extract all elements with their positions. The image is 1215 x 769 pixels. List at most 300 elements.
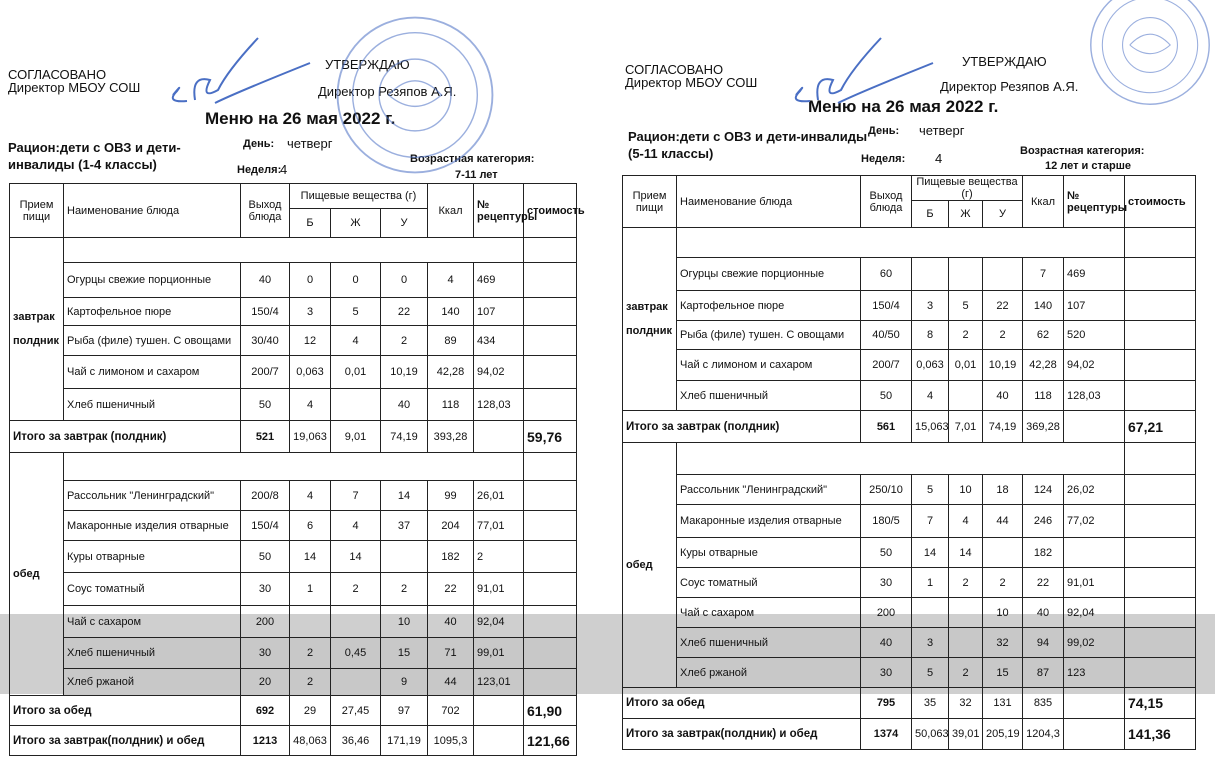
- output: 200/8: [241, 481, 290, 511]
- kcal: 182: [1023, 538, 1064, 568]
- grand-total-value: 36,46: [331, 726, 381, 756]
- table-row: [623, 568, 1196, 598]
- menu-table: [622, 175, 1196, 750]
- blank-cost-cell: [1125, 228, 1196, 258]
- header-recipe: № рецептуры: [474, 184, 524, 238]
- output: 60: [861, 258, 912, 291]
- header-nutrients: Пищевые вещества (г): [912, 176, 1023, 201]
- carbs: 40: [381, 389, 428, 421]
- kcal: 44: [428, 669, 474, 696]
- cost: [1125, 350, 1196, 381]
- fat: [331, 389, 381, 421]
- fat: [949, 598, 983, 628]
- dish-name: Рассольник "Ленинградский": [677, 475, 861, 505]
- grand-total-cost: 141,36: [1125, 719, 1196, 750]
- table-row: [623, 176, 1196, 201]
- protein: 4: [912, 381, 949, 411]
- protein: 5: [912, 475, 949, 505]
- cost: [1125, 598, 1196, 628]
- carbs: 0: [381, 263, 428, 298]
- menu-panel-grades-5-11: [610, 0, 1215, 769]
- total-value: 35: [912, 688, 949, 719]
- grand-total-value: 48,063: [290, 726, 331, 756]
- carbs: 22: [381, 298, 428, 326]
- meal-label: [623, 228, 677, 411]
- recipe-number: 434: [474, 326, 524, 356]
- ration-line-2: (5-11 классы): [628, 146, 714, 161]
- ration-line-1: Рацион:дети с ОВЗ и дети-: [8, 140, 181, 155]
- carbs: [381, 541, 428, 573]
- kcal: 87: [1023, 658, 1064, 688]
- grand-total-value: 1213: [241, 726, 290, 756]
- kcal: 94: [1023, 628, 1064, 658]
- fat: 0: [331, 263, 381, 298]
- carbs: 44: [983, 505, 1023, 538]
- protein: 0,063: [290, 356, 331, 389]
- blank-cell: [64, 453, 524, 481]
- fat: 4: [331, 326, 381, 356]
- carbs: 2: [381, 326, 428, 356]
- day-value: четверг: [919, 123, 965, 138]
- carbs: 2: [983, 321, 1023, 350]
- table-row: [623, 228, 1196, 258]
- page-title: Меню на 26 мая 2022 г.: [205, 109, 396, 128]
- blank-cost-cell: [524, 238, 577, 263]
- kcal: 42,28: [428, 356, 474, 389]
- fat: 7: [331, 481, 381, 511]
- blank-cost-cell: [524, 453, 577, 481]
- fat: 14: [331, 541, 381, 573]
- total-value: [474, 696, 524, 726]
- cost: [524, 389, 577, 421]
- carbs: 15: [381, 638, 428, 669]
- age-category-label: Возрастная категория:: [410, 153, 535, 165]
- output: 50: [241, 541, 290, 573]
- table-row: [10, 421, 577, 453]
- kcal: 118: [1023, 381, 1064, 411]
- kcal: 22: [1023, 568, 1064, 598]
- table-row: [10, 298, 577, 326]
- meal-name: полдник: [626, 325, 672, 337]
- carbs: 9: [381, 669, 428, 696]
- total-value: 561: [861, 411, 912, 443]
- official-stamp-icon: [1085, 0, 1215, 110]
- kcal: 99: [428, 481, 474, 511]
- total-value: 795: [861, 688, 912, 719]
- recipe-number: 26,01: [474, 481, 524, 511]
- total-value: [1064, 411, 1125, 443]
- output: 40: [861, 628, 912, 658]
- cost: [1125, 628, 1196, 658]
- week-label: Неделя:: [237, 164, 282, 176]
- header-output: Выход блюда: [861, 176, 912, 228]
- fat: 2: [949, 321, 983, 350]
- protein: 6: [290, 511, 331, 541]
- grand-total-value: [474, 726, 524, 756]
- grand-total-value: 171,19: [381, 726, 428, 756]
- recipe-number: 107: [1064, 291, 1125, 321]
- protein: 3: [912, 628, 949, 658]
- output: 150/4: [241, 298, 290, 326]
- output: 200: [241, 606, 290, 638]
- table-row: [623, 381, 1196, 411]
- recipe-number: 92,04: [1064, 598, 1125, 628]
- dish-name: Рыба (филе) тушен. С овощами: [64, 326, 241, 356]
- header-protein: Б: [912, 201, 949, 228]
- dish-name: Соус томатный: [64, 573, 241, 606]
- protein: 1: [290, 573, 331, 606]
- fat: [949, 258, 983, 291]
- table-row: [10, 638, 577, 669]
- table-row: [623, 291, 1196, 321]
- kcal: 40: [1023, 598, 1064, 628]
- blank-cell: [64, 238, 524, 263]
- total-cost: 59,76: [524, 421, 577, 453]
- total-value: 74,19: [983, 411, 1023, 443]
- header-cost: стоимость: [1125, 176, 1196, 228]
- age-category-value: 7-11 лет: [455, 169, 498, 181]
- table-row: [623, 719, 1196, 750]
- fat: 4: [949, 505, 983, 538]
- dish-name: Хлеб ржаной: [677, 658, 861, 688]
- carbs: 10,19: [983, 350, 1023, 381]
- recipe-number: 92,04: [474, 606, 524, 638]
- kcal: 182: [428, 541, 474, 573]
- carbs: 37: [381, 511, 428, 541]
- total-value: 692: [241, 696, 290, 726]
- meal-name: обед: [13, 568, 40, 580]
- approve-label: УТВЕРЖДАЮ: [962, 54, 1047, 69]
- recipe-number: 99,01: [474, 638, 524, 669]
- protein: 14: [290, 541, 331, 573]
- ration-line-1: Рацион:дети с ОВЗ и дети-инвалиды: [628, 129, 868, 144]
- header-meal: Прием пищи: [10, 184, 64, 238]
- recipe-number: 123,01: [474, 669, 524, 696]
- table-row: [623, 350, 1196, 381]
- cost: [524, 638, 577, 669]
- age-category-value: 12 лет и старше: [1045, 160, 1131, 172]
- blank-cell: [677, 443, 1125, 475]
- table-row: [10, 356, 577, 389]
- carbs: 10,19: [381, 356, 428, 389]
- grand-total-value: 50,063: [912, 719, 949, 750]
- dish-name: Чай с сахаром: [677, 598, 861, 628]
- dish-name: Макаронные изделия отварные: [677, 505, 861, 538]
- output: 30: [861, 658, 912, 688]
- blank-cost-cell: [1125, 443, 1196, 475]
- total-value: 19,063: [290, 421, 331, 453]
- carbs: [983, 258, 1023, 291]
- carbs: 2: [983, 568, 1023, 598]
- carbs: 14: [381, 481, 428, 511]
- protein: 7: [912, 505, 949, 538]
- approved-director: Директор МБОУ СОШ: [8, 80, 141, 95]
- cost: [524, 511, 577, 541]
- table-row: [623, 505, 1196, 538]
- output: 150/4: [861, 291, 912, 321]
- total-value: 32: [949, 688, 983, 719]
- grand-total-value: 1374: [861, 719, 912, 750]
- protein: 0,063: [912, 350, 949, 381]
- protein: [290, 606, 331, 638]
- total-label: Итого за завтрак (полдник): [623, 411, 861, 443]
- dish-name: Хлеб пшеничный: [64, 638, 241, 669]
- table-row: [10, 511, 577, 541]
- cost: [524, 541, 577, 573]
- table-row: [10, 263, 577, 298]
- fat: 5: [331, 298, 381, 326]
- dish-name: Огурцы свежие порционные: [677, 258, 861, 291]
- total-value: 74,19: [381, 421, 428, 453]
- table-row: [10, 389, 577, 421]
- header-protein: Б: [290, 209, 331, 238]
- carbs: 2: [381, 573, 428, 606]
- meal-label: [10, 453, 64, 696]
- meal-name: завтрак: [13, 311, 55, 323]
- cost: [524, 298, 577, 326]
- total-value: 835: [1023, 688, 1064, 719]
- dish-name: Картофельное пюре: [677, 291, 861, 321]
- output: 30: [861, 568, 912, 598]
- approve-label: УТВЕРЖДАЮ: [325, 57, 410, 72]
- menu-table: [9, 183, 585, 756]
- cost: [1125, 475, 1196, 505]
- total-value: 27,45: [331, 696, 381, 726]
- fat: [331, 606, 381, 638]
- kcal: 7: [1023, 258, 1064, 291]
- protein: 3: [912, 291, 949, 321]
- recipe-number: 91,01: [1064, 568, 1125, 598]
- dish-name: Чай с сахаром: [64, 606, 241, 638]
- kcal: 124: [1023, 475, 1064, 505]
- output: 40/50: [861, 321, 912, 350]
- cost: [1125, 505, 1196, 538]
- output: 200: [861, 598, 912, 628]
- day-label: День:: [243, 138, 275, 150]
- table-row: [623, 628, 1196, 658]
- protein: 4: [290, 389, 331, 421]
- dish-name: Куры отварные: [64, 541, 241, 573]
- table-row: [10, 481, 577, 511]
- fat: 2: [949, 658, 983, 688]
- kcal: 42,28: [1023, 350, 1064, 381]
- output: 50: [861, 538, 912, 568]
- total-label: Итого за обед: [623, 688, 861, 719]
- cost: [1125, 381, 1196, 411]
- cost: [1125, 258, 1196, 291]
- recipe-number: 107: [474, 298, 524, 326]
- header-fat: Ж: [331, 209, 381, 238]
- recipe-number: 520: [1064, 321, 1125, 350]
- table-row: [623, 538, 1196, 568]
- recipe-number: 77,01: [474, 511, 524, 541]
- output: 50: [241, 389, 290, 421]
- total-value: 29: [290, 696, 331, 726]
- meal-label: [623, 443, 677, 688]
- grand-total-value: [1064, 719, 1125, 750]
- header-kcal: Ккал: [428, 184, 474, 238]
- total-value: 521: [241, 421, 290, 453]
- fat: [331, 669, 381, 696]
- fat: 4: [331, 511, 381, 541]
- output: 40: [241, 263, 290, 298]
- grand-total-value: 39,01: [949, 719, 983, 750]
- meal-name: полдник: [13, 335, 59, 347]
- protein: 5: [912, 658, 949, 688]
- carbs: 15: [983, 658, 1023, 688]
- recipe-number: 26,02: [1064, 475, 1125, 505]
- table-row: [10, 726, 577, 756]
- protein: 12: [290, 326, 331, 356]
- carbs: 40: [983, 381, 1023, 411]
- header-dish-name: Наименование блюда: [64, 184, 241, 238]
- carbs: 22: [983, 291, 1023, 321]
- kcal: 140: [428, 298, 474, 326]
- page-title: Меню на 26 мая 2022 г.: [808, 97, 999, 116]
- week-value: 4: [280, 162, 288, 177]
- carbs: 18: [983, 475, 1023, 505]
- kcal: 71: [428, 638, 474, 669]
- protein: 14: [912, 538, 949, 568]
- recipe-number: 91,01: [474, 573, 524, 606]
- blank-cell: [677, 228, 1125, 258]
- fat: [949, 381, 983, 411]
- cost: [524, 481, 577, 511]
- table-row: [10, 184, 577, 209]
- week-value: 4: [935, 151, 943, 166]
- dish-name: Хлеб пшеничный: [677, 628, 861, 658]
- dish-name: Хлеб пшеничный: [64, 389, 241, 421]
- cost: [1125, 568, 1196, 598]
- header-dish-name: Наименование блюда: [677, 176, 861, 228]
- cost: [1125, 538, 1196, 568]
- kcal: 204: [428, 511, 474, 541]
- fat: 2: [949, 568, 983, 598]
- protein: [912, 258, 949, 291]
- recipe-number: 469: [1064, 258, 1125, 291]
- header-nutrients: Пищевые вещества (г): [290, 184, 428, 209]
- dish-name: Рыба (филе) тушен. С овощами: [677, 321, 861, 350]
- table-row: [10, 696, 577, 726]
- kcal: 62: [1023, 321, 1064, 350]
- table-row: [623, 475, 1196, 505]
- meal-label: [10, 238, 64, 421]
- total-value: 702: [428, 696, 474, 726]
- protein: 0: [290, 263, 331, 298]
- cost: [524, 326, 577, 356]
- kcal: 40: [428, 606, 474, 638]
- dish-name: Соус томатный: [677, 568, 861, 598]
- total-value: 369,28: [1023, 411, 1064, 443]
- output: 30/40: [241, 326, 290, 356]
- table-row: [10, 326, 577, 356]
- header-kcal: Ккал: [1023, 176, 1064, 228]
- total-cost: 61,90: [524, 696, 577, 726]
- total-value: 7,01: [949, 411, 983, 443]
- recipe-number: 94,02: [1064, 350, 1125, 381]
- grand-total-label: Итого за завтрак(полдник) и обед: [10, 726, 241, 756]
- fat: 0,01: [949, 350, 983, 381]
- table-row: [623, 321, 1196, 350]
- table-row: [10, 573, 577, 606]
- recipe-number: 94,02: [474, 356, 524, 389]
- total-cost: 74,15: [1125, 688, 1196, 719]
- total-cost: 67,21: [1125, 411, 1196, 443]
- approve-director: Директор Резяпов А.Я.: [940, 79, 1079, 94]
- menu-panel-grades-1-4: [0, 0, 607, 769]
- output: 20: [241, 669, 290, 696]
- header-cost: стоимость: [524, 184, 577, 238]
- kcal: 4: [428, 263, 474, 298]
- protein: 3: [290, 298, 331, 326]
- carbs: 10: [381, 606, 428, 638]
- header-carbs: У: [381, 209, 428, 238]
- grand-total-value: 205,19: [983, 719, 1023, 750]
- table-row: [10, 606, 577, 638]
- fat: [949, 628, 983, 658]
- recipe-number: 77,02: [1064, 505, 1125, 538]
- table-row: [623, 258, 1196, 291]
- recipe-number: [1064, 538, 1125, 568]
- fat: 0,01: [331, 356, 381, 389]
- dish-name: Хлеб пшеничный: [677, 381, 861, 411]
- approved-label: СОГЛАСОВАНО: [8, 67, 107, 82]
- fat: 0,45: [331, 638, 381, 669]
- dish-name: Куры отварные: [677, 538, 861, 568]
- recipe-number: 128,03: [1064, 381, 1125, 411]
- grand-total-label: Итого за завтрак(полдник) и обед: [623, 719, 861, 750]
- kcal: 89: [428, 326, 474, 356]
- carbs: 32: [983, 628, 1023, 658]
- protein: 1: [912, 568, 949, 598]
- table-row: [623, 688, 1196, 719]
- kcal: 22: [428, 573, 474, 606]
- dish-name: Макаронные изделия отварные: [64, 511, 241, 541]
- approve-director: Директор Резяпов А.Я.: [318, 84, 457, 99]
- total-label: Итого за обед: [10, 696, 241, 726]
- fat: 14: [949, 538, 983, 568]
- day-value: четверг: [287, 136, 333, 151]
- cost: [524, 669, 577, 696]
- cost: [524, 356, 577, 389]
- table-row: [10, 669, 577, 696]
- fat: 10: [949, 475, 983, 505]
- total-value: [474, 421, 524, 453]
- grand-total-value: 1095,3: [428, 726, 474, 756]
- output: 50: [861, 381, 912, 411]
- total-value: 393,28: [428, 421, 474, 453]
- day-label: День:: [868, 125, 900, 137]
- cost: [1125, 658, 1196, 688]
- cost: [1125, 321, 1196, 350]
- recipe-number: 469: [474, 263, 524, 298]
- protein: 2: [290, 669, 331, 696]
- table-row: [623, 443, 1196, 475]
- protein: 4: [290, 481, 331, 511]
- meal-name: завтрак: [626, 301, 668, 313]
- fat: 2: [331, 573, 381, 606]
- approved-label: СОГЛАСОВАНО: [625, 62, 724, 77]
- output: 30: [241, 573, 290, 606]
- kcal: 118: [428, 389, 474, 421]
- output: 30: [241, 638, 290, 669]
- output: 200/7: [241, 356, 290, 389]
- dish-name: Хлеб ржаной: [64, 669, 241, 696]
- meal-name: обед: [626, 559, 653, 571]
- total-value: [1064, 688, 1125, 719]
- output: 180/5: [861, 505, 912, 538]
- output: 250/10: [861, 475, 912, 505]
